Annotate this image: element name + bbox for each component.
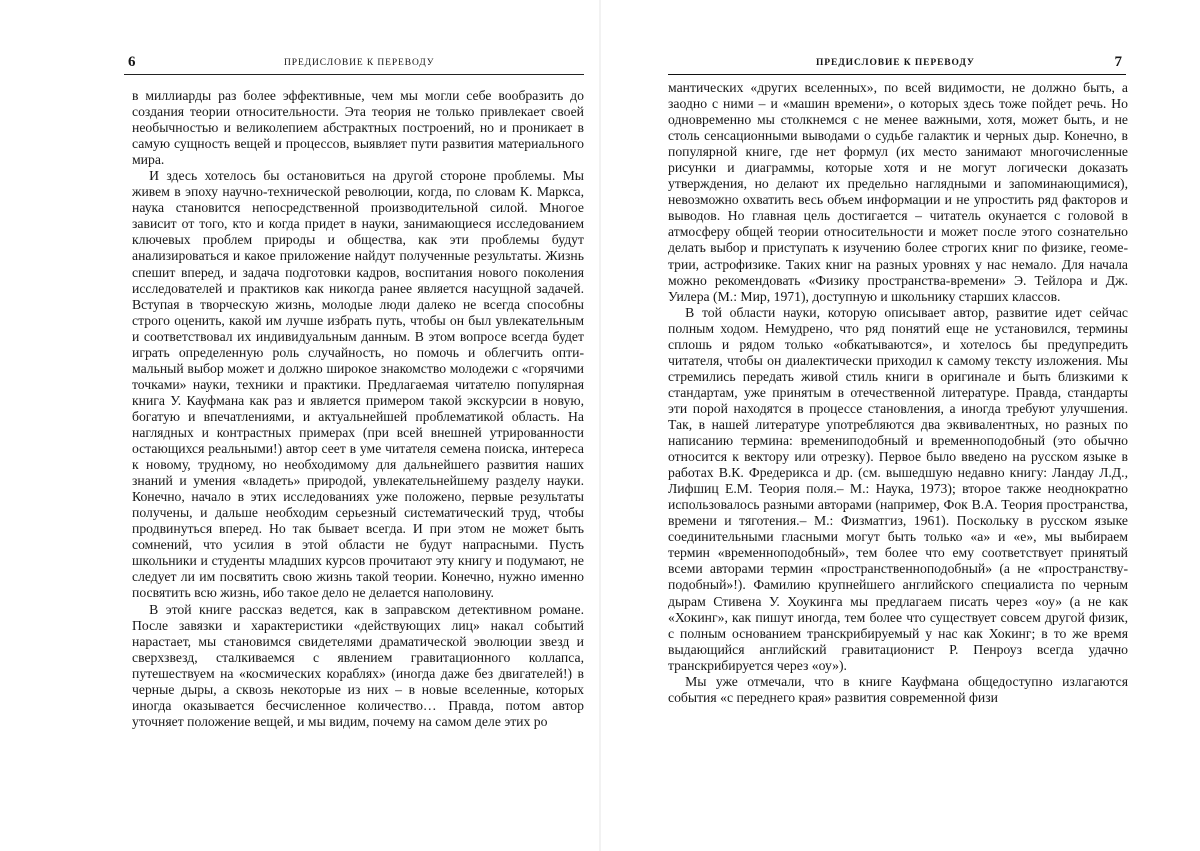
body-text — [668, 80, 1128, 706]
right-page — [600, 0, 1200, 851]
running-title: ПРЕДИСЛОВИЕ К ПЕРЕВОДУ — [284, 58, 435, 68]
paragraph: В этой книге рассказ ведется, как в заправском детективном романе. После завязки и характеристики «действующих лиц» накал событий нарастает, мы становимся свидетелями драматической эволюции звезд и сверхзвезд, сталкиваемся с явлением гравитационного коллапса, путешествуем на «космических кораблях» (иногда даже без двигателей!) в черные дыры, а сквозь некоторые из них – в новые вселенные, которых иногда оказывается бесчисленное количество… Правда, потом автор уточняет положение вещей, и мы видим, почему на самом деле этих ро — [132, 601, 584, 729]
page-number: 6 — [128, 54, 136, 70]
body-text — [132, 88, 584, 730]
page-number: 7 — [1114, 54, 1122, 70]
page-header — [668, 50, 1126, 75]
page-header — [124, 50, 584, 75]
running-title: ПРЕДИСЛОВИЕ К ПЕРЕВОДУ — [816, 58, 975, 68]
paragraph: в миллиарды раз более эффективные, чем мы могли себе вообразить до создания теории относительности. Эта теория не только привлекает своей необычностью и великолепием абстрактных построений, но и проникает в самую сущность вещей и процессов, выявляет пути развития материального мира. — [132, 88, 584, 168]
paragraph: мантических «других вселенных», по всей видимости, не должно быть, а заодно с ними – и «машин времени», о которых здесь тоже пойдет речь. Но одновременно мы столкнемся с не менее важными, хотя, может быть, и не столь сенсационными выводами о судьбе галактик и черных дыр. Конечно, в популярной книге, где нет формул (их место занимают многочисленные рисунки и диаграммы, которые хотя и не могут логически доказать утверждения, но делают их предельно наглядными и запоминающимися), невозможно охватить весь объем информации и не упростить ряд факторов и выводов. Но главная цель достигается – читатель окунается с головой в атмосферу общей теории относительности и может после этого сознательно делать выбор и приступать к изучению более строгих книг по физике, геометрии, астрофизике. Таких книг на разных уровнях у нас немало. Для начала можно рекомендовать «Физику пространства-времени» Э. Тейлора и Дж. Уилера (М.: Мир, 1971), доступную и школьнику старших классов. — [668, 80, 1128, 304]
paragraph: Мы уже отмечали, что в книге Кауфмана общедоступно излагаются события «с переднего края» развития современной физи — [668, 673, 1128, 705]
paragraph: И здесь хотелось бы остановиться на другой стороне проблемы. Мы живем в эпоху научно-технической революции, когда, по словам К. Маркса, наука становится непосредственной производительной силой. Многое зависит от того, кто и когда придет в науки, занимающиеся исследованием ключевых проблем природы и общества, как эти проблемы будут анализироваться и какое приложение найдут полученные результаты. Жизнь спешит вперед, и задача подготовки кадров, воспитания нового поколения исследователей и практиков как никогда ранее является насущной задачей. Вступая в творческую жизнь, молодые люди далеко не всегда способны строго оценить, какой им лучше избрать путь, чтобы он был увлекательным и соответствовал их индивидуальным данным. В этом вопросе всегда будет играть определенную роль случайность, но помочь и облегчить оптимальный выбор может и должно широкое знакомство молодежи с «горячими точками» науки, техники и практики. Предлагаемая читателю популярная книга У. Кауфмана как раз и является примером такой экскурсии в новую, богатую и впечатлениями, и актуальнейшей проблематикой область. На наглядных и контрастных примерах (при всей внешней утрированности остающихся реальными!) автор сеет в уме читателя семена поиска, интереса к новому, трудному, но необходимому для дальнейшего развития наших знаний и умения «владеть» природой, увлекательнейшему разделу науки. Конечно, начало в этих исследованиях уже положено, первые результаты получены, и дальше необходим серьезный систематический труд, чтобы продвинуться вперед. Но так бывает всегда. И при этом не может быть сомнений, что усилия в этой области не будут напрасными. Пусть школьники и студенты младших курсов прочитают эту книгу и подумают, не следует ли им посвятить свою жизнь такой теории. Конечно, нужно именно посвятить всю жизнь, ибо такое дело не делается наполовину. — [132, 168, 584, 601]
paragraph: В той области науки, которую описывает автор, развитие идет сейчас полным ходом. Немудрено, что ряд понятий еще не установился, термины сплошь и рядом только «обкатываются», и хотелось бы предупредить читателя, чтобы он диалектически приходил к самому тексту изложения. Мы стремились передать живой стиль книги в оригинале и быть близкими к стандартам, уже принятым в отечественной литературе. Правда, стандарты эти порой находятся в процессе становления, а иногда требуют улучшения. Так, в нашей литературе употребляются два эквивалентных, но разных по написанию термина: времениподобный и временноподобный (это обычно относится к вектору или отрезку). Первое было введено на русском языке в работах В.К. Фредерикса и др. (см. вышедшую недавно книгу: Ландау Л.Д., Лифшиц Е.М. Теория поля.– М.: Наука, 1973); второе также неоднократно использовалось разными авторами (например, Фок В.А. Теория пространства, времени и тяготения.– М.: Физматгиз, 1961). Поскольку в русском языке соединительными гласными могут быть только «а» и «е», мы выбираем термин «временноподобный», тем более что ему соответствует принятый всеми авторами термин «пространственноподобный» (а не «пространствуподобный»!). Фамилию крупнейшего английского специалиста по черным дырам Стивена У. Хоукинга мы предлагаем писать через «оу» (а не как «Хокинг», как пишут иногда, тем более что существует совсем другой физик, с полным основанием транскрибируемый у нас как Хокинг; в то же время выдающийся английский гравитационист Р. Пенроуз всегда удачно транскрибируется через «оу»). — [668, 304, 1128, 673]
